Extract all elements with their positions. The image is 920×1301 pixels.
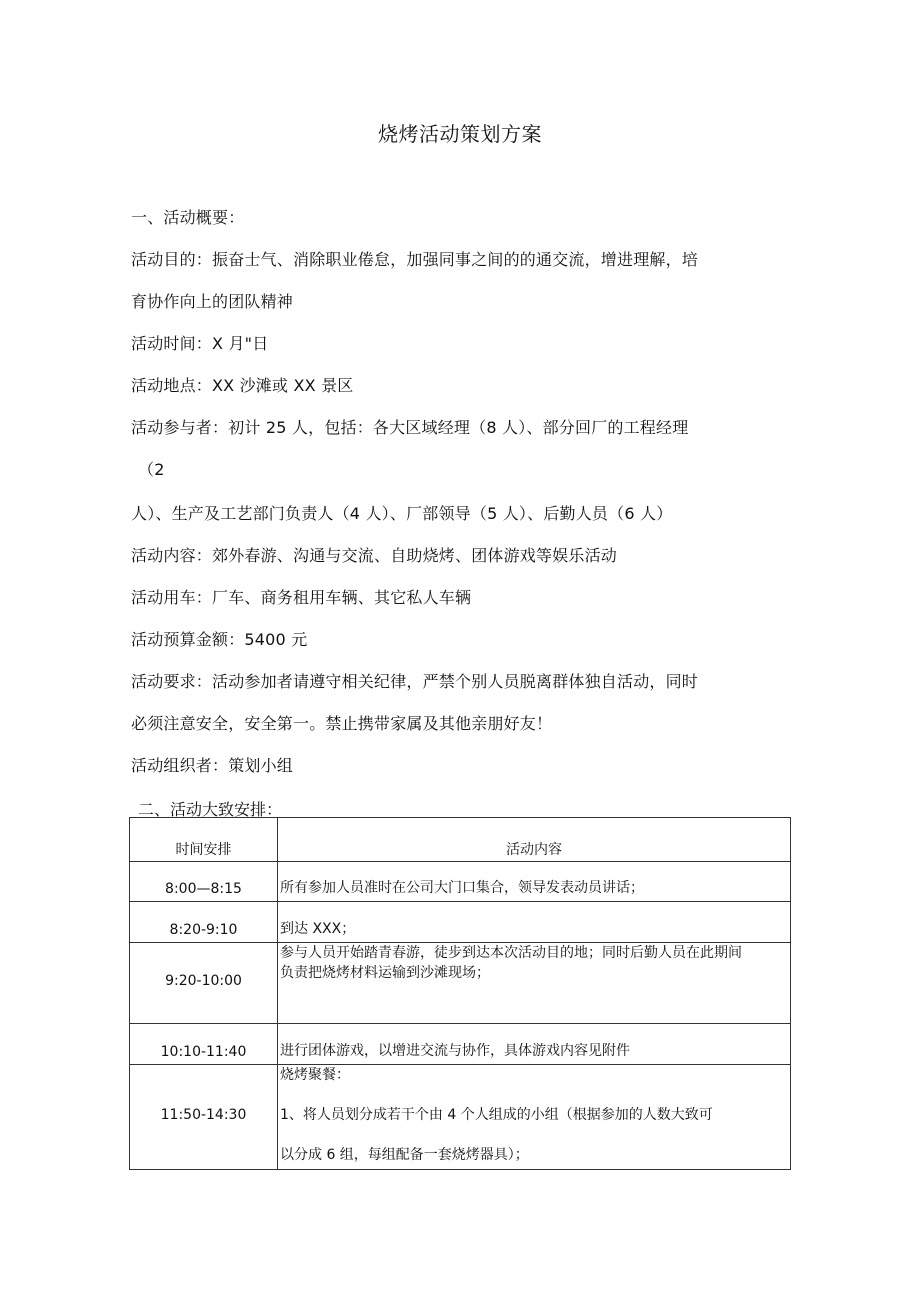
- table-row: [130, 1024, 791, 1065]
- purpose-line-2: 育协作向上的团队精神: [131, 292, 294, 311]
- requirements-line-2: 必须注意安全，安全第一。禁止携带家属及其他亲朋好友！: [131, 714, 553, 733]
- row-time: 9:20-10:00: [130, 943, 278, 1024]
- table-row: [130, 862, 791, 902]
- header-content: 活动内容: [278, 818, 791, 862]
- activity-content: 活动内容：郊外春游、沟通与交流、自助烧烤、团体游戏等娱乐活动: [131, 546, 618, 565]
- table-row: [130, 943, 791, 1024]
- row-time: 10:10-11:40: [130, 1024, 278, 1065]
- table-row: [130, 902, 791, 943]
- participants-line-3: 人）、生产及工艺部门负责人（4 人）、厂部领导（5 人）、后勤人员（6 人）: [131, 504, 673, 523]
- section-heading-schedule: 二、活动大致安排：: [138, 800, 283, 819]
- table-row: [130, 1065, 791, 1170]
- row-time: 8:20-9:10: [130, 902, 278, 943]
- row-content-line: 参与人员开始踏青春游，徒步到达本次活动目的地；同时后勤人员在此期间: [280, 945, 742, 961]
- row-content: 所有参加人员准时在公司大门口集合，领导发表动员讲话；: [278, 862, 791, 902]
- row-content: 进行团体游戏，以增进交流与协作，具体游戏内容见附件: [278, 1024, 791, 1065]
- requirements-line-1: 活动要求：活动参加者请遵守相关纪律，严禁个别人员脱离群体独自活动，同时: [131, 672, 699, 691]
- row-content: 到达 XXX；: [278, 902, 791, 943]
- activity-location: 活动地点：XX 沙滩或 XX 景区: [131, 376, 354, 395]
- header-time: 时间安排: [130, 818, 278, 862]
- row-time: 8:00—8:15: [130, 862, 278, 902]
- table-header-row: [130, 818, 791, 862]
- schedule-table: [129, 817, 791, 1170]
- row-time: 11:50-14:30: [130, 1065, 278, 1170]
- activity-organizer: 活动组织者：策划小组: [131, 756, 294, 775]
- row-content-line: 负责把烧烤材料运输到沙滩现场；: [280, 965, 490, 981]
- section-heading-overview: 一、活动概要：: [131, 208, 245, 227]
- row-content-line: 以分成 6 组，每组配备一套烧烤器具）；: [280, 1147, 529, 1163]
- participants-line-1: 活动参与者：初计 25 人，包括：各大区域经理（8 人）、部分回厂的工程经理: [131, 418, 689, 437]
- purpose-line-1: 活动目的：振奋士气、消除职业倦怠，加强同事之间的的通交流，增进理解，培: [131, 250, 699, 269]
- document-title: 烧烤活动策划方案: [378, 122, 542, 146]
- activity-time: 活动时间：X 月"日: [131, 334, 269, 353]
- row-content: [278, 1065, 791, 1170]
- participants-line-2: （2: [138, 460, 165, 479]
- activity-vehicles: 活动用车：厂车、商务租用车辆、其它私人车辆: [131, 588, 472, 607]
- row-content-line: 1、将人员划分成若干个由 4 个人组成的小组（根据参加的人数大致可: [280, 1107, 713, 1123]
- row-content: [278, 943, 791, 1024]
- activity-budget: 活动预算金额：5400 元: [131, 630, 308, 649]
- row-content-line: 烧烤聚餐：: [280, 1067, 350, 1083]
